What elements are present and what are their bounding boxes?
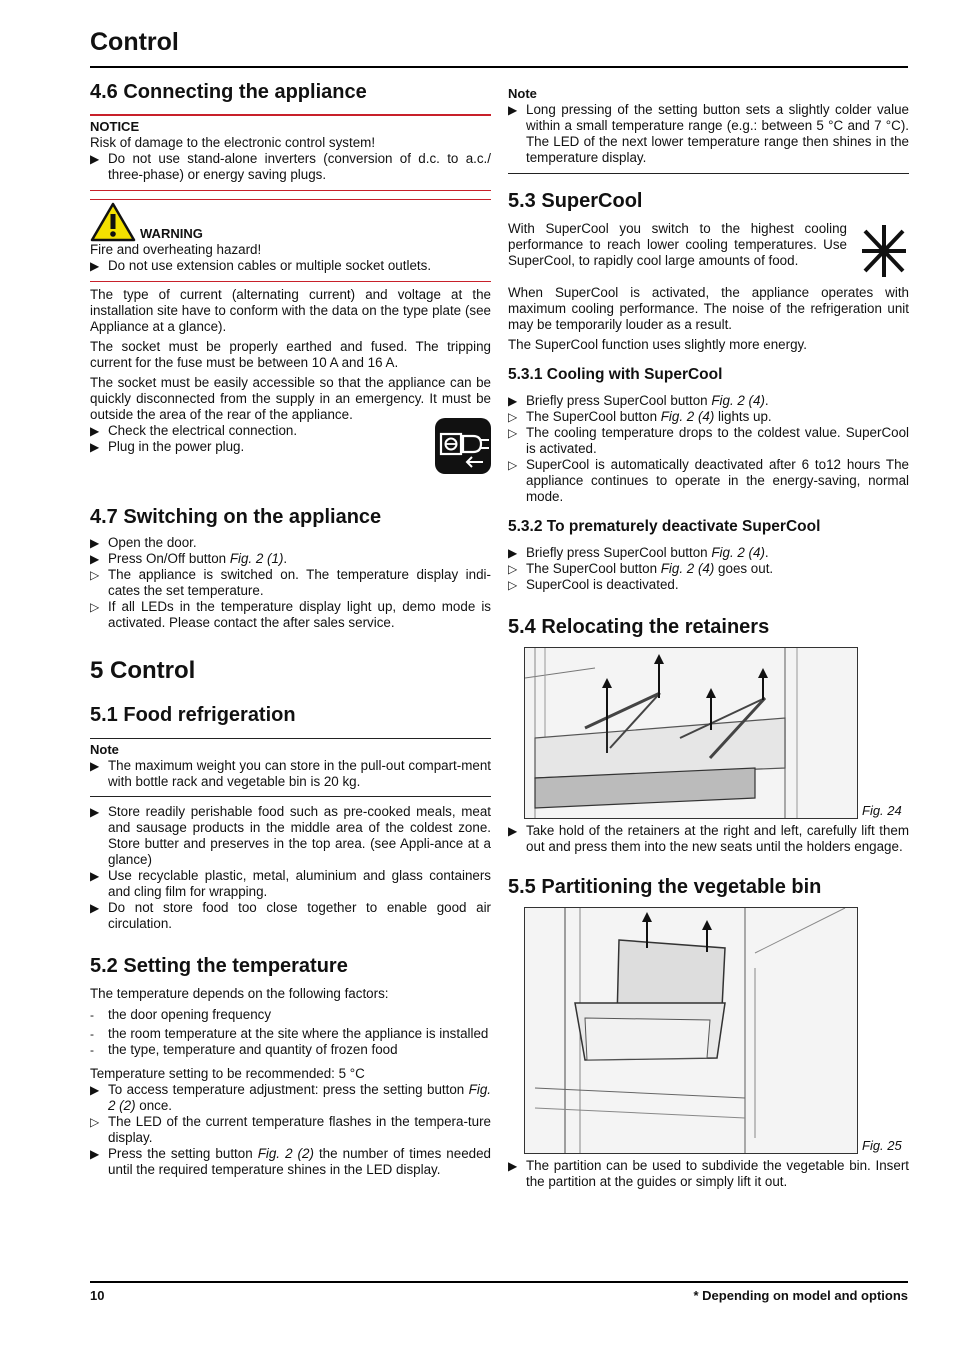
result-item: ▷ If all LEDs in the temperature display light up, demo mode is activated. Please contact the after sales service. xyxy=(90,599,491,630)
step-marker: ▶ xyxy=(508,394,518,408)
step-marker: ▶ xyxy=(90,869,100,883)
figure-25-block xyxy=(508,907,909,1154)
retainers-illustration xyxy=(525,648,857,818)
right-column xyxy=(508,86,909,1190)
dash-marker: - xyxy=(90,1043,94,1057)
step-item: ▶ Do not store food too close together to enable good air circulation. xyxy=(90,900,491,931)
connection-steps xyxy=(90,423,491,455)
warning-step: ▶ Do not use extension cables or multiple socket outlets. xyxy=(90,258,432,273)
warning-text: Fire and overheating hazard! xyxy=(90,242,262,257)
result-marker: ▷ xyxy=(90,1115,100,1129)
section-5-5-heading: 5.5 Partitioning the vegetable bin xyxy=(508,876,822,898)
step-marker: ▶ xyxy=(90,152,100,166)
power-plug-icon xyxy=(435,418,491,474)
result-item: ▷ The appliance is switched on. The temperature display indi-cates the set temperature. xyxy=(90,567,491,598)
section-5-3-1-heading: 5.3.1 Cooling with SuperCool xyxy=(508,366,723,383)
figure-reference: Fig. 2 (4) xyxy=(660,409,715,424)
divider xyxy=(90,796,491,797)
step-marker: ▶ xyxy=(90,759,100,773)
section-4-7-heading: 4.7 Switching on the appliance xyxy=(90,506,382,528)
dash-item: - the type, temperature and quantity of frozen food xyxy=(90,1042,398,1057)
notice-text: Risk of damage to the electronic control system! xyxy=(90,135,376,150)
section-5-1-heading: 5.1 Food refrigeration xyxy=(90,704,296,726)
result-marker: ▷ xyxy=(508,410,518,424)
result-marker: ▷ xyxy=(90,568,100,582)
dash-item: - the door opening frequency xyxy=(90,1007,272,1022)
paragraph: With SuperCool you switch to the highest cooling performance to reach lower cooling temperatures. Use SuperCool, to rapidly cool large amounts of food. xyxy=(508,221,847,268)
figure-reference: Fig. 2 (2) xyxy=(257,1146,314,1161)
divider xyxy=(90,190,491,191)
step-item: ▶ Plug in the power plug. xyxy=(90,439,245,454)
figure-24-image xyxy=(524,647,858,819)
step-item: ▶ Press On/Off button Fig. 2 (1). xyxy=(90,551,288,566)
step-item: ▶ To access temperature adjustment: press the setting button Fig. 2 (2) once. xyxy=(90,1082,491,1113)
step-marker: ▶ xyxy=(90,552,100,566)
note-step: ▶ The maximum weight you can store in the pull-out compart-ment with bottle rack and vegetable bin is 20 kg. xyxy=(90,758,491,789)
step-item: ▶ Store readily perishable food such as pre-cooked meals, meat and sausage products in the middle area of the coldest zone. Store butter and preserves in the top area. (see Appli-ance at a glance) xyxy=(90,804,491,867)
left-column xyxy=(90,80,491,1178)
step-item: ▶ Press the setting button Fig. 2 (2) the number of times needed until the required temperature shines in the LED display. xyxy=(90,1146,491,1177)
paragraph: When SuperCool is activated, the appliance operates with maximum cooling performance. The noise of the refrigeration unit may be temporarily louder as a result. xyxy=(508,285,909,332)
result-item: ▷ SuperCool is automatically deactivated after 6 to12 hours The appliance continues to operate in the energy-saving, normal mode. xyxy=(508,457,909,504)
section-5-4-heading: 5.4 Relocating the retainers xyxy=(508,616,770,638)
warning-label: WARNING xyxy=(140,226,203,241)
step-marker: ▶ xyxy=(90,1147,100,1161)
section-4-6-heading: 4.6 Connecting the appliance xyxy=(90,81,367,103)
step-marker: ▶ xyxy=(90,259,100,273)
step-item: ▶ The partition can be used to subdivide the vegetable bin. Insert the partition at the guides or simply lift it out. xyxy=(508,1158,909,1189)
page-title: Control xyxy=(90,28,179,56)
divider xyxy=(508,173,909,174)
supercool-intro xyxy=(508,221,909,281)
result-item: ▷ The SuperCool button Fig. 2 (4) goes out. xyxy=(508,561,774,576)
section-5-heading: 5 Control xyxy=(90,657,196,684)
section-5-3-heading: 5.3 SuperCool xyxy=(508,190,643,212)
step-marker: ▶ xyxy=(508,824,518,838)
footer-rule xyxy=(90,1281,908,1283)
paragraph: The socket must be properly earthed and fused. The tripping current for the fuse must be between 10 A and 16 A. xyxy=(90,339,491,370)
paragraph: Temperature setting to be recommended: 5 °C xyxy=(90,1066,365,1081)
divider xyxy=(90,199,491,200)
section-5-2-heading: 5.2 Setting the temperature xyxy=(90,955,348,977)
vegetable-bin-illustration xyxy=(525,908,857,1153)
notice-step: ▶ Do not use stand-alone inverters (conversion of d.c. to a.c./ three-phase) or energy saving plugs. xyxy=(90,151,491,182)
step-marker: ▶ xyxy=(90,805,100,819)
dash-marker: - xyxy=(90,1027,94,1041)
figure-reference: Fig. 2 (4) xyxy=(711,545,765,560)
dash-marker: - xyxy=(90,1008,94,1022)
step-marker: ▶ xyxy=(508,546,518,560)
page-number: 10 xyxy=(90,1288,105,1303)
paragraph: The socket must be easily accessible so that the appliance can be quickly disconnected from the supply in an emergency. It must be outside the area of the rear of the appliance. xyxy=(90,375,491,422)
result-item: ▷ SuperCool is deactivated. xyxy=(508,577,679,592)
step-marker: ▶ xyxy=(90,901,100,915)
figure-24-block xyxy=(508,647,909,819)
divider xyxy=(90,738,491,739)
step-item: ▶ Briefly press SuperCool button Fig. 2 (4). xyxy=(508,545,769,560)
section-5-3-2-heading: 5.3.2 To prematurely deactivate SuperCool xyxy=(508,518,821,535)
result-item: ▷ The cooling temperature drops to the coldest value. SuperCool is activated. xyxy=(508,425,909,456)
figure-25-image xyxy=(524,907,858,1154)
divider xyxy=(90,281,491,282)
step-marker: ▶ xyxy=(508,103,518,117)
dash-item: - the room temperature at the site where the appliance is installed xyxy=(90,1026,489,1041)
header-rule xyxy=(90,66,908,68)
result-marker: ▷ xyxy=(508,562,518,576)
figure-caption: Fig. 24 xyxy=(862,803,902,818)
step-item: ▶ Check the electrical connection. xyxy=(90,423,298,438)
figure-reference: Fig. 2 (2) xyxy=(108,1082,491,1113)
step-marker: ▶ xyxy=(90,424,100,438)
figure-reference: Fig. 2 (4) xyxy=(711,393,765,408)
result-marker: ▷ xyxy=(508,426,518,440)
result-marker: ▷ xyxy=(508,458,518,472)
footer-note: * Depending on model and options xyxy=(693,1288,908,1303)
note-step: ▶ Long pressing of the setting button sets a slightly colder value within a small temperature range (e.g.: between 5 °C and 7 °C). The LED of the next lower temperature range then shines in the temperature display. xyxy=(508,102,909,165)
step-marker: ▶ xyxy=(90,536,100,550)
notice-label: NOTICE xyxy=(90,119,140,134)
warning-block xyxy=(90,202,491,242)
step-item: ▶ Open the door. xyxy=(90,535,197,550)
step-item: ▶ Briefly press SuperCool button Fig. 2 (4). xyxy=(508,393,769,408)
figure-reference: Fig. 2 (4) xyxy=(660,561,715,576)
figure-caption: Fig. 25 xyxy=(862,1138,902,1153)
paragraph: The SuperCool function uses slightly more energy. xyxy=(508,337,807,352)
note-label: Note xyxy=(90,742,119,757)
paragraph: The type of current (alternating current) and voltage at the installation site have to conform with the data on the type plate (see Appliance at a glance). xyxy=(90,287,491,334)
paragraph: The temperature depends on the following factors: xyxy=(90,986,389,1001)
step-marker: ▶ xyxy=(90,1083,100,1097)
result-item: ▷ The SuperCool button Fig. 2 (4) lights up. xyxy=(508,409,772,424)
result-marker: ▷ xyxy=(508,578,518,592)
step-item: ▶ Take hold of the retainers at the right and left, carefully lift them out and press them into the new seats until the holders engage. xyxy=(508,823,909,854)
figure-reference: Fig. 2 (1) xyxy=(229,551,284,566)
result-item: ▷ The LED of the current temperature flashes in the tempera-ture display. xyxy=(90,1114,491,1145)
supercool-icon xyxy=(859,221,909,281)
step-marker: ▶ xyxy=(508,1159,518,1173)
note-label: Note xyxy=(508,86,537,101)
result-marker: ▷ xyxy=(90,600,100,614)
warning-triangle-icon xyxy=(90,202,136,242)
step-item: ▶ Use recyclable plastic, metal, aluminium and glass containers and cling film for wrapping. xyxy=(90,868,491,899)
divider xyxy=(90,114,491,116)
step-marker: ▶ xyxy=(90,440,100,454)
